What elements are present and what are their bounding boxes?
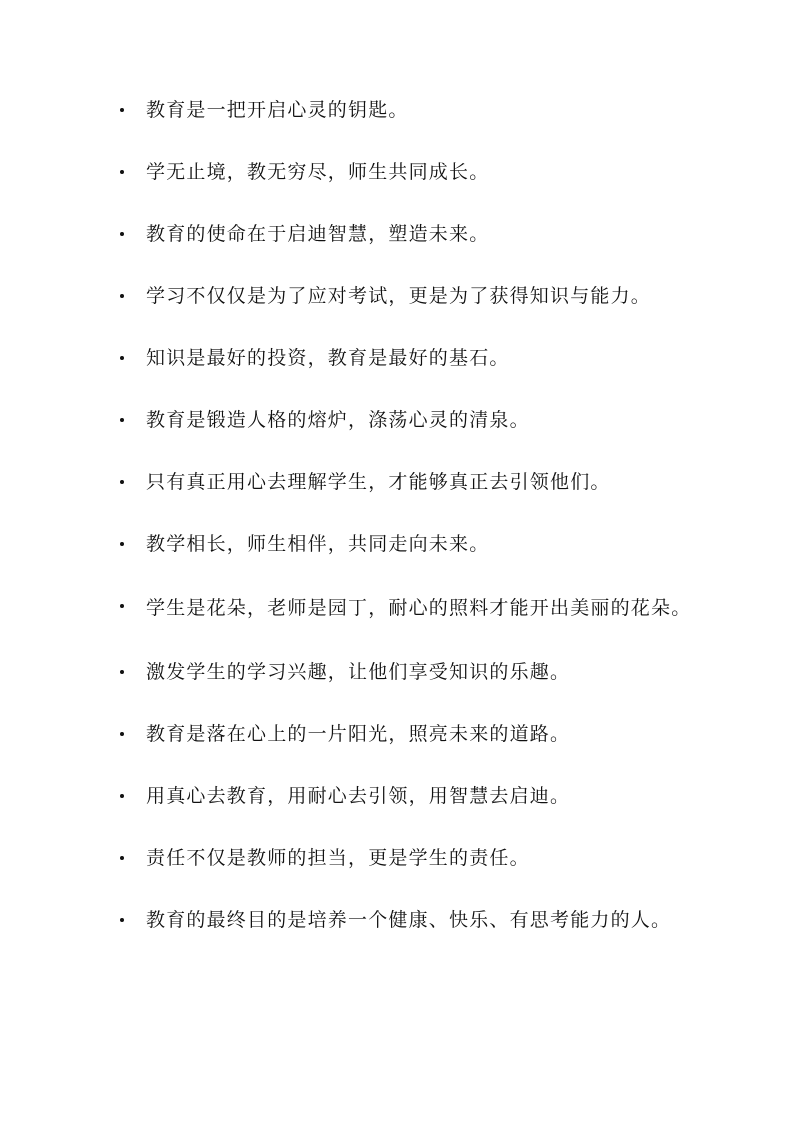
bullet-icon <box>120 918 124 922</box>
list-item-text: 只有真正用心去理解学生，才能够真正去引领他们。 <box>146 471 611 493</box>
list-item <box>120 462 710 502</box>
bullet-icon <box>120 604 124 608</box>
list-item <box>120 652 710 692</box>
list-item <box>120 338 710 378</box>
list-item <box>120 586 710 630</box>
list-item <box>120 524 710 564</box>
list-item-text: 教育是落在心上的一片阳光，照亮未来的道路。 <box>146 723 571 745</box>
bullet-icon <box>120 418 124 422</box>
list-item <box>120 90 710 130</box>
list-item-text: 责任不仅是教师的担当，更是学生的责任。 <box>146 847 530 869</box>
bullet-icon <box>120 356 124 360</box>
list-item-text: 教育是锻造人格的熔炉，涤荡心灵的清泉。 <box>146 409 530 431</box>
list-item <box>120 838 710 878</box>
bullet-icon <box>120 670 124 674</box>
list-item-text: 激发学生的学习兴趣，让他们享受知识的乐趣。 <box>146 661 571 683</box>
list-item-text: 教育的使命在于启迪智慧，塑造未来。 <box>146 223 490 245</box>
list-item-text: 教育的最终目的是培养一个健康、快乐、有思考能力的人。 <box>146 909 672 931</box>
list-item-text: 学无止境，教无穷尽，师生共同成长。 <box>146 161 490 183</box>
bullet-icon <box>120 542 124 546</box>
list-item-text: 知识是最好的投资，教育是最好的基石。 <box>146 347 510 369</box>
bullet-icon <box>120 856 124 860</box>
list-item-text: 用真心去教育，用耐心去引领，用智慧去启迪。 <box>146 785 571 807</box>
list-item-text: 教育是一把开启心灵的钥匙。 <box>146 99 409 121</box>
bullet-icon <box>120 794 124 798</box>
list-item-text: 学习不仅仅是为了应对考试，更是为了获得知识与能力。 <box>146 285 652 307</box>
list-item <box>120 214 710 254</box>
list-item <box>120 776 710 816</box>
bullet-icon <box>120 732 124 736</box>
list-item <box>120 900 710 940</box>
bullet-icon <box>120 108 124 112</box>
bullet-icon <box>120 232 124 236</box>
list-item-text: 学生是花朵，老师是园丁，耐心的照料才能开出美丽的花朵。 <box>146 597 692 619</box>
bullet-icon <box>120 480 124 484</box>
quote-list <box>120 90 710 962</box>
bullet-icon <box>120 170 124 174</box>
list-item <box>120 276 710 316</box>
bullet-icon <box>120 294 124 298</box>
list-item-text: 教学相长，师生相伴，共同走向未来。 <box>146 533 490 555</box>
list-item <box>120 714 710 754</box>
list-item <box>120 400 710 440</box>
list-item <box>120 152 710 192</box>
